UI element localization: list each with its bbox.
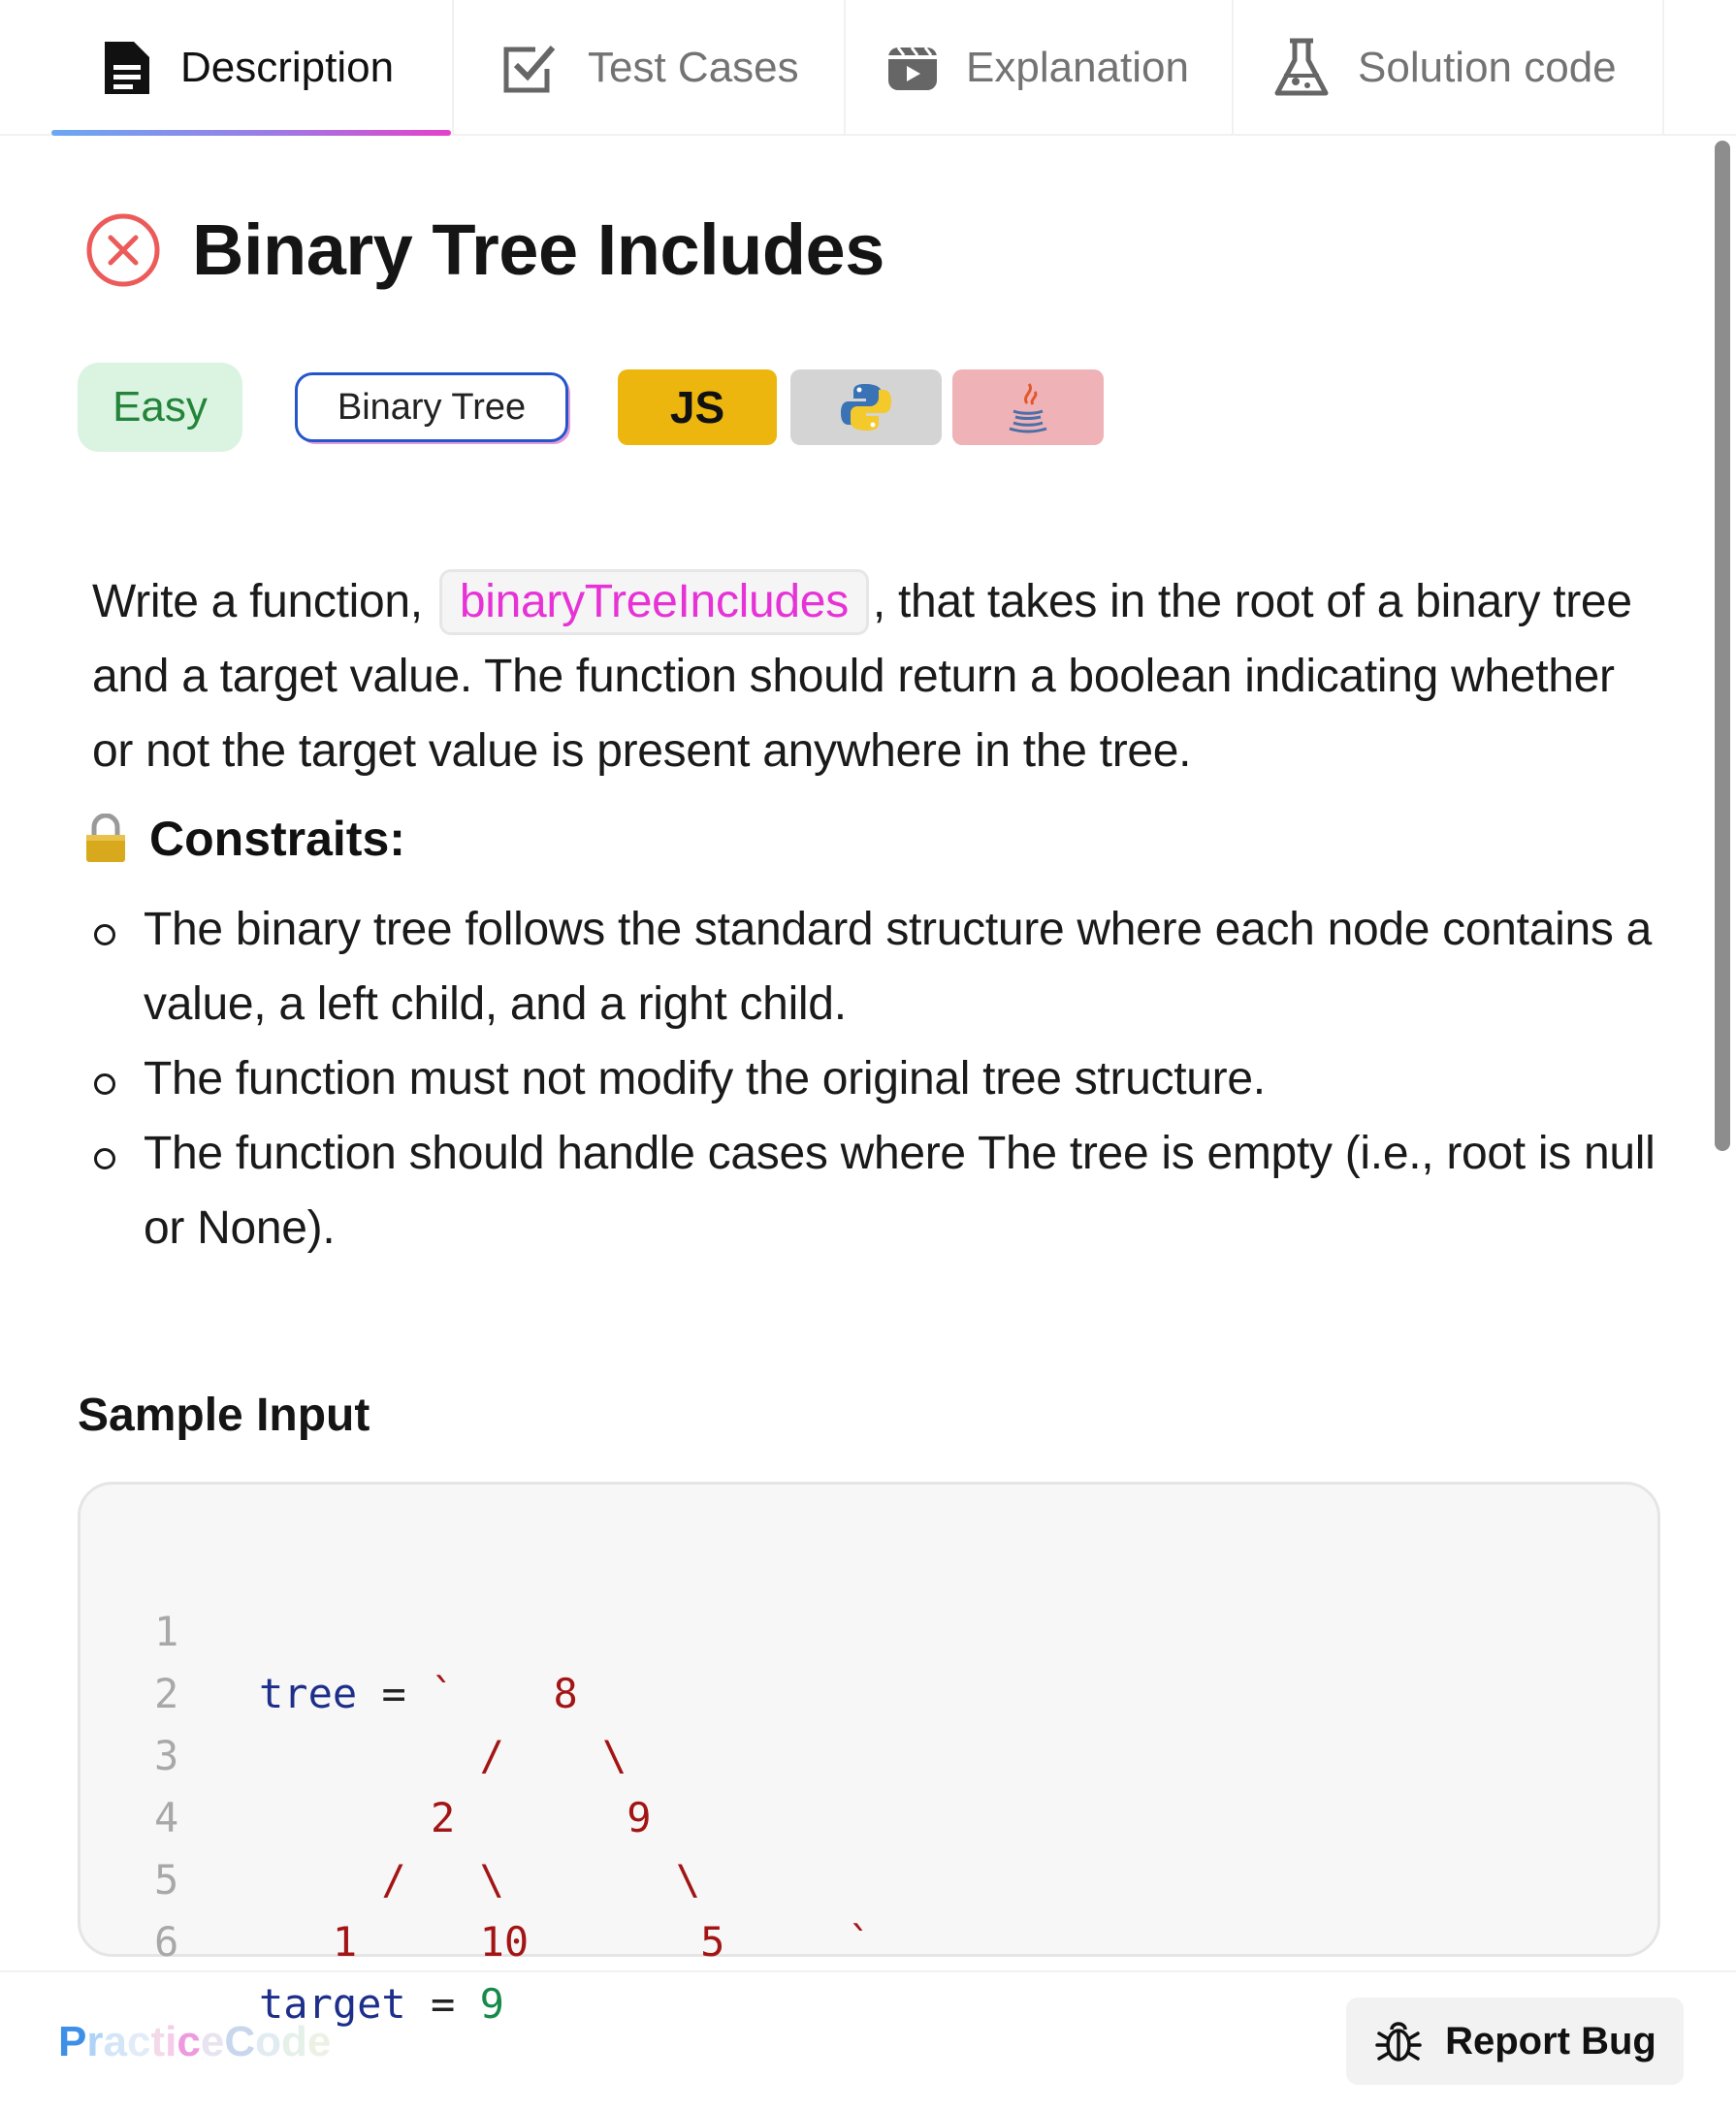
document-icon xyxy=(101,38,153,98)
problem-description xyxy=(92,564,1663,788)
checkbox-icon xyxy=(500,38,561,98)
scrollbar-thumb[interactable] xyxy=(1715,141,1730,1151)
line-number: 6 xyxy=(154,1918,179,1966)
line-number: 5 xyxy=(154,1856,179,1903)
tab-description[interactable] xyxy=(101,0,394,136)
constraints-heading xyxy=(83,811,405,867)
description-text: Write a function, xyxy=(92,576,435,627)
page-title: Binary Tree Includes xyxy=(192,209,884,290)
list-item: The function must not modify the original tree structure. xyxy=(92,1041,1683,1116)
code-operator: = xyxy=(405,1980,480,2028)
code-number: 9 xyxy=(479,1980,504,2028)
code-string: ` 8 xyxy=(431,1670,578,1717)
logo xyxy=(58,2019,331,2065)
problem-header xyxy=(85,208,884,291)
difficulty-badge: Easy xyxy=(78,363,242,452)
constraints-list xyxy=(92,892,1683,1265)
sample-input-code[interactable] xyxy=(78,1482,1660,2028)
tab-label: Explanation xyxy=(966,44,1189,91)
footer-divider xyxy=(0,1970,1736,1972)
code-string: / \ xyxy=(259,1732,627,1779)
logo-text: PracticeCode xyxy=(58,2018,332,2065)
tab-explanation[interactable] xyxy=(886,0,1189,136)
topic-tag[interactable]: Binary Tree xyxy=(295,372,568,442)
tab-label: Test Cases xyxy=(588,44,799,91)
tab-test-cases[interactable] xyxy=(500,0,799,136)
language-js-button[interactable]: JS xyxy=(618,369,777,445)
report-bug-button[interactable] xyxy=(1346,1998,1684,2085)
code-operator: = xyxy=(357,1670,432,1717)
list-item: The function should handle cases where The tree is empty (i.e., root is null or None). xyxy=(92,1116,1683,1265)
language-python-button[interactable] xyxy=(790,369,942,445)
tab-divider xyxy=(1232,0,1234,136)
tab-divider xyxy=(1662,0,1664,136)
tab-divider xyxy=(844,0,846,136)
function-name-code: binaryTreeIncludes xyxy=(439,569,869,635)
bug-icon xyxy=(1373,2016,1424,2066)
description-text: , that takes in the root of a binary tree and a target value. The function should return a boolean indicating whether or not the target value is present anywhere in the tree. xyxy=(92,576,1632,777)
tab-divider xyxy=(452,0,454,136)
tab-bar xyxy=(0,0,1736,136)
list-item: The binary tree follows the standard structure where each node contains a value, a left child, and a right child. xyxy=(92,892,1683,1041)
sample-input-title: Sample Input xyxy=(78,1390,370,1441)
code-string: 2 9 xyxy=(259,1794,652,1841)
code-string: / \ \ xyxy=(259,1856,701,1903)
active-tab-indicator xyxy=(51,130,451,136)
language-java-button[interactable] xyxy=(952,369,1104,445)
tab-solution-code[interactable] xyxy=(1272,0,1617,136)
line-number: 1 xyxy=(154,1608,179,1655)
code-keyword: target xyxy=(259,1980,406,2028)
x-circle-icon xyxy=(85,212,161,288)
code-line xyxy=(80,1539,578,1717)
report-bug-label: Report Bug xyxy=(1445,2019,1656,2063)
code-line xyxy=(80,1849,504,2028)
video-icon xyxy=(886,42,939,94)
line-number: 4 xyxy=(154,1794,179,1841)
line-number: 3 xyxy=(154,1732,179,1779)
flask-icon xyxy=(1272,37,1331,99)
python-icon xyxy=(839,380,893,434)
java-icon xyxy=(1006,380,1050,434)
constraints-title: Constraits: xyxy=(149,812,405,866)
tab-label: Description xyxy=(180,44,395,91)
code-keyword: tree xyxy=(259,1670,358,1717)
lock-icon xyxy=(83,814,128,864)
line-number: 2 xyxy=(154,1670,179,1717)
code-string: 1 10 5 ` xyxy=(259,1918,873,1966)
tab-label: Solution code xyxy=(1358,44,1617,91)
